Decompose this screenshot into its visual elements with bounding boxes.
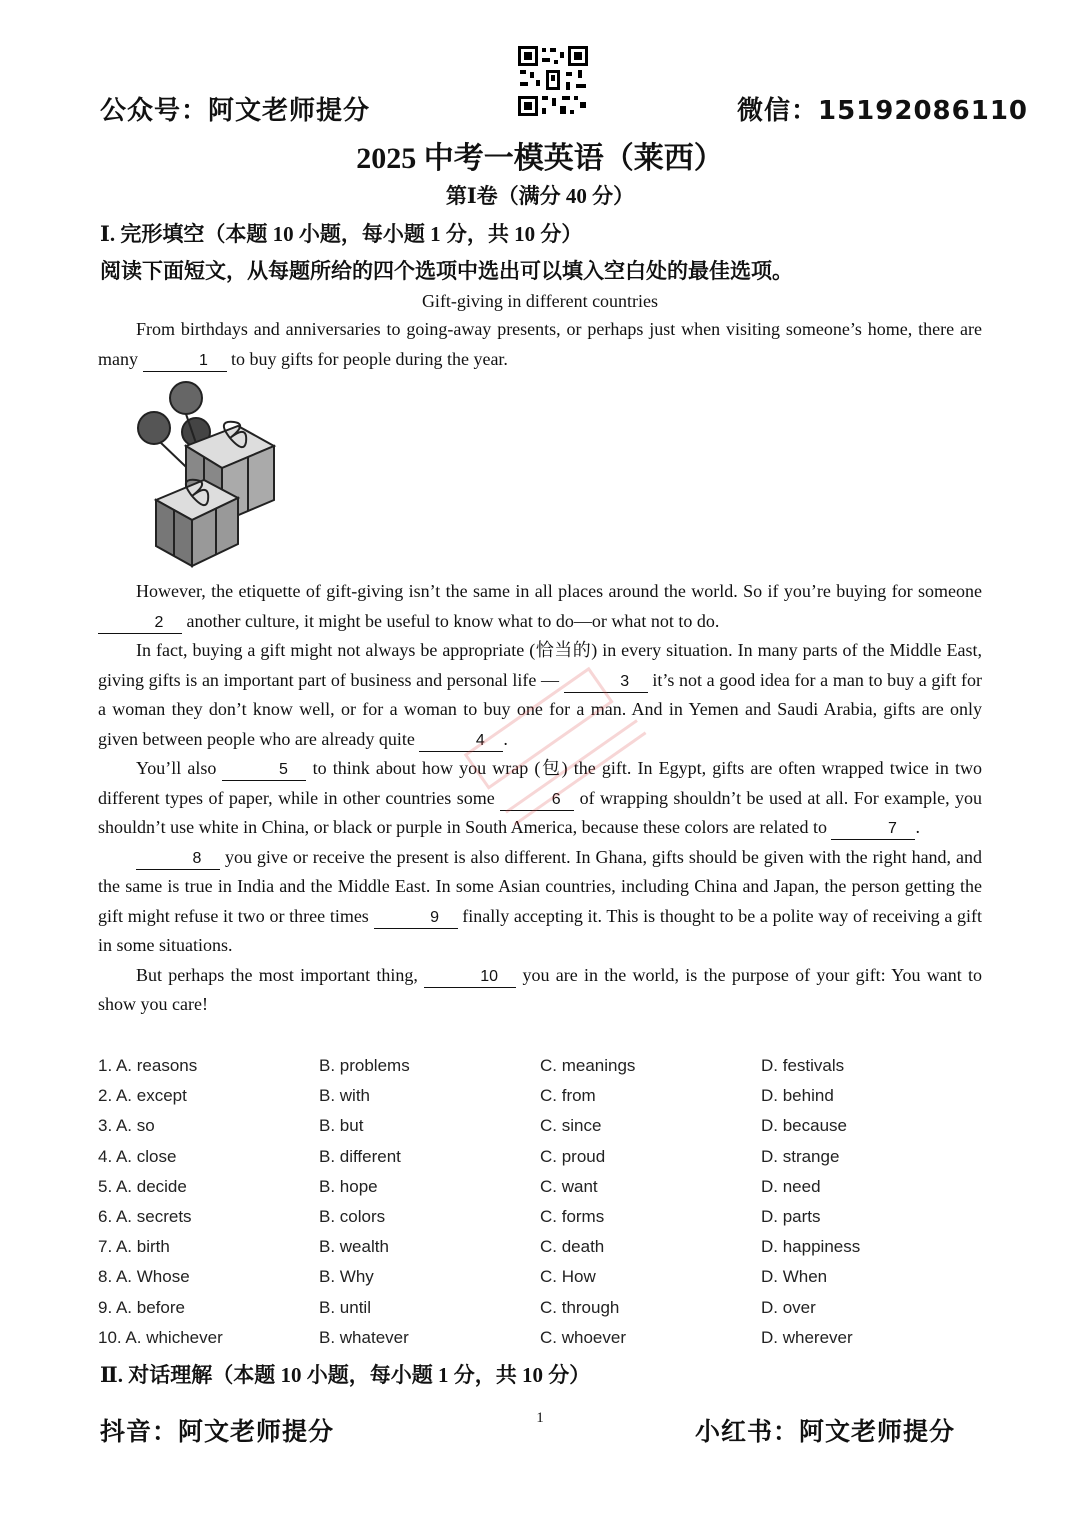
blank-9: 9 xyxy=(374,908,458,929)
section1-instruction: 阅读下面短文，从每题所给的四个选项中选出可以填入空白处的最佳选项。 xyxy=(100,259,793,283)
watermark-stamp xyxy=(440,640,680,860)
option-row-6: 6. A. secrets B. colors C. forms D. parts xyxy=(98,1206,821,1226)
paragraph-1: From birthdays and anniversaries to going-away presents, or perhaps just when visiting someone’s home, there are many 1 to buy gifts for people during the year. xyxy=(98,315,982,374)
exam-title: 2025 中考一模英语（莱西） xyxy=(356,142,724,175)
blank-10: 10 xyxy=(424,967,516,988)
paragraph-6: But perhaps the most important thing, 10 you are in the world, is the purpose of your gift: You want to show you care! xyxy=(98,964,983,1014)
option-row-1: 1. A. reasons B. problems C. meanings D. festivals xyxy=(98,1056,845,1075)
option-row-7: 7. A. birth B. wealth C. death D. happiness xyxy=(98,1237,861,1257)
page-number: 1 xyxy=(536,1410,544,1426)
paragraph-3: In fact, buying a gift might not always be appropriate (恰当的) in every situation. In many parts of the Middle East, giving gifts is an important part of business and personal life — 3 it’s not a good idea for a man to buy a gift for a woman they don’t know well, or for a woman to buy one for a man. And in Yemen and Saudi Arabia, gifts are only given between people who are already quite 4 . xyxy=(98,636,982,754)
blank-2: 2 xyxy=(98,613,182,634)
blank-1: 1 xyxy=(143,351,227,372)
gift-boxes-image xyxy=(134,376,278,572)
paragraph-5: 8 you give or receive the present is also different. In Ghana, gifts should be given with the right hand, and the same is true in India and the Middle East. In some Asian countries, including China and Japan, the person getting the gift might refuse it two or three times 9 finally accepting it. This is thought to be a polite way of receiving a gift in some situations. xyxy=(98,846,983,955)
blank-6: 6 xyxy=(500,790,574,811)
option-row-2: 2. A. except B. with C. from D. behind xyxy=(98,1086,834,1106)
option-row-8: 8. A. Whose B. Why C. How D. When xyxy=(98,1267,828,1287)
exam-subtitle: 第Ⅰ卷（满分 40 分） xyxy=(445,184,635,208)
option-row-10: 10. A. whichever B. whatever C. whoever D. wherever xyxy=(98,1327,853,1347)
option-row-4: 4. A. close B. different C. proud D. strange xyxy=(98,1146,840,1166)
paragraph-4: You’ll also 5 to think about how you wrap (包) the gift. In Egypt, gifts are often wrapped twice in two different types of paper, while in other countries some 6 of wrapping shouldn’t be used at all. For example, you shouldn’t use white in China, or black or purple in South America, because these colors are related to 7 . xyxy=(98,754,982,843)
option-row-5: 5. A. decide B. hope C. want D. need xyxy=(98,1176,821,1196)
option-row-9: 9. A. before B. until C. through D. over xyxy=(98,1297,816,1317)
footer-right-text: 小红书：阿文老师提分 xyxy=(695,1417,956,1446)
passage-title: Gift-giving in different countries xyxy=(421,291,659,311)
answer-options xyxy=(98,1056,998,1358)
blank-7: 7 xyxy=(831,819,915,840)
header-left-text: 公众号：阿文老师提分 xyxy=(100,96,371,126)
qr-code xyxy=(516,44,590,118)
blank-8: 8 xyxy=(136,849,220,870)
section1-heading: Ⅰ. 完形填空（本题 10 小题，每小题 1 分，共 10 分） xyxy=(100,222,583,246)
blank-4: 4 xyxy=(419,731,503,752)
footer-left-text: 抖音：阿文老师提分 xyxy=(100,1417,335,1446)
header-right-text: 微信：15192086110 xyxy=(737,96,1028,126)
blank-3: 3 xyxy=(564,672,648,693)
section2-heading: Ⅱ. 对话理解（本题 10 小题，每小题 1 分，共 10 分） xyxy=(100,1363,591,1387)
option-row-3: 3. A. so B. but C. since D. because xyxy=(98,1116,847,1136)
paragraph-2: However, the etiquette of gift-giving isn’t the same in all places around the world. So if you’re buying for someone 2 another culture, it might be useful to know what to do—or what not to do. xyxy=(98,577,982,636)
blank-5: 5 xyxy=(222,760,306,781)
